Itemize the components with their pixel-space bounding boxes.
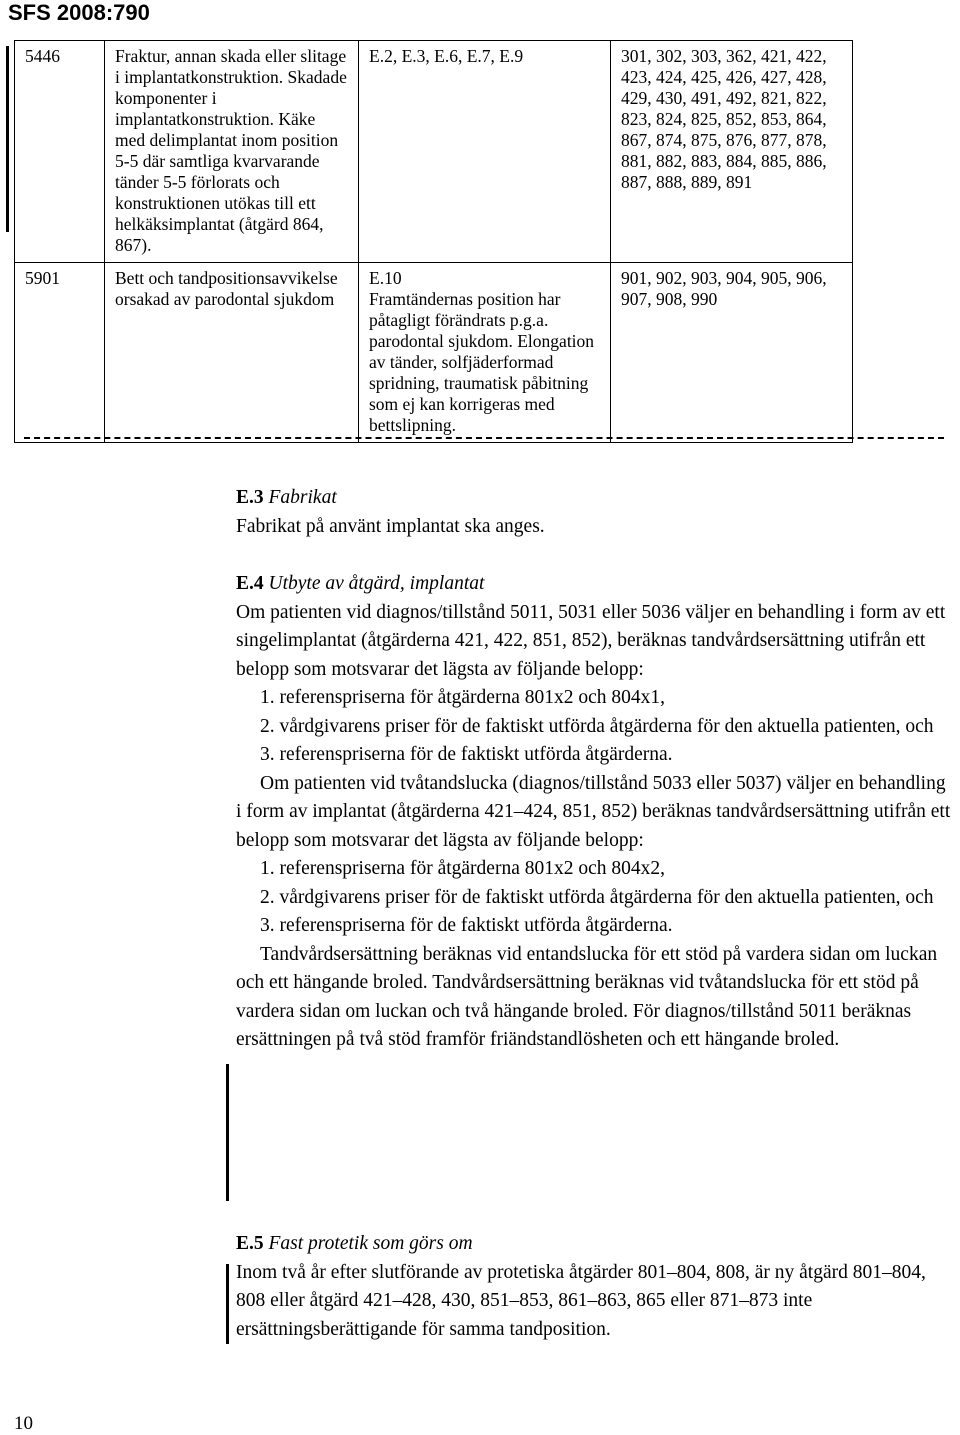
diagnosis-description: Bett och tandpositionsavvikelse orsakad av parodontal sjukdom [105, 263, 359, 443]
paragraph: Tandvårdsersättning beräknas vid entandslucka för ett stöd på vardera sidan om luckan och ett hängande broled. Tandvårdsersättning beräknas vid tvåtandslucka för ett stöd på vardera sidan om luckan och två hängande broled. För diagnos/tillstånd 5011 beräknas ersättningen på två stöd framför friändstandlösheten och ett hängande broled. [236, 943, 938, 1050]
list-item: 1. referenspriserna för åtgärderna 801x2 och 804x1, [260, 687, 666, 708]
section-e4 [236, 570, 954, 1055]
list-item: 2. vårdgivarens priser för de faktiskt utförda åtgärderna för den aktuella patienten, och [260, 886, 934, 908]
section-heading [236, 1230, 954, 1259]
section-number: E.5 [236, 1233, 264, 1254]
reference-note: Framtändernas position har påtagligt förändrats p.g.a. parodontal sjukdom. Elongation av tänder, solfjäderformad spridning, traumatisk påbitning som ej kan korrigeras med bettslipning. [369, 289, 595, 435]
change-bar [6, 46, 9, 232]
diagnosis-code: 5446 [15, 41, 105, 263]
diagnosis-table [14, 40, 853, 443]
measure-codes: 901, 902, 903, 904, 905, 906, 907, 908, 990 [611, 263, 853, 443]
section-body: Fabrikat på använt implantat ska anges. [236, 515, 545, 537]
document-reference: SFS 2008:790 [8, 0, 150, 25]
reference-list: E.2, E.3, E.6, E.7, E.9 [359, 41, 611, 263]
change-bar [226, 1064, 229, 1201]
section-title: Fabrikat [268, 487, 337, 508]
list-item: 3. referenspriserna för de faktiskt utförda åtgärderna. [260, 744, 673, 765]
section-e3 [236, 484, 954, 541]
section-title: Utbyte av åtgärd, implantat [268, 573, 485, 594]
section-heading [236, 570, 954, 599]
section-number: E.3 [236, 487, 264, 508]
change-bar [226, 1264, 229, 1344]
reference-list: E.10 [369, 268, 402, 288]
table-row [15, 41, 853, 263]
section-number: E.4 [236, 573, 264, 594]
section-heading [236, 484, 954, 513]
section-title: Fast protetik som görs om [268, 1233, 473, 1254]
diagnosis-description: Fraktur, annan skada eller slitage i implantatkonstruktion. Skadade komponenter i implantatkonstruktion. Käke med delimplantat inom position 5-5 där samtliga kvarvarande tänder 5-5 förlorats och konstruktionen utökas till ett helkäksimplantat (åtgärd 864, 867). [105, 41, 359, 263]
section-e5 [236, 1230, 954, 1344]
diagnosis-code: 5901 [15, 263, 105, 443]
measure-codes: 301, 302, 303, 362, 421, 422, 423, 424, 425, 426, 427, 428, 429, 430, 491, 492, 821, 822, 823, 824, 825, 852, 853, 864, 867, 874, 875, 876, 877, 878, 881, 882, 883, 884, 885, 886, 887, 888, 889, 891 [611, 41, 853, 263]
section-divider [24, 437, 944, 439]
list-item: 1. referenspriserna för åtgärderna 801x2 och 804x2, [260, 858, 666, 879]
list-item: 2. vårdgivarens priser för de faktiskt utförda åtgärderna för den aktuella patienten, och [260, 715, 934, 737]
paragraph: Om patienten vid diagnos/tillstånd 5011, 5031 eller 5036 väljer en behandling i form av ett singelimplantat (åtgärderna 421, 422, 851, 852), beräknas tandvårdsersättning utifrån ett belopp som motsvarar det lägsta av följande belopp: [236, 601, 946, 680]
section-body: Inom två år efter slutförande av protetiska åtgärder 801–804, 808, är ny åtgärd 801–804, 808 eller åtgärd 421–428, 430, 851–853, 861–863, 865 eller 871–873 inte ersättningsberättigande för samma tandposition. [236, 1261, 926, 1340]
page-number: 10 [14, 1413, 33, 1434]
table-row [15, 263, 853, 443]
list-item: 3. referenspriserna för de faktiskt utförda åtgärderna. [260, 915, 673, 936]
paragraph: Om patienten vid tvåtandslucka (diagnos/tillstånd 5033 eller 5037) väljer en behandling i form av implantat (åtgärderna 421–424, 851, 852) beräknas tandvårdsersättning utifrån ett belopp som motsvarar det lägsta av följande belopp: [236, 772, 951, 851]
reference-cell [359, 263, 611, 443]
